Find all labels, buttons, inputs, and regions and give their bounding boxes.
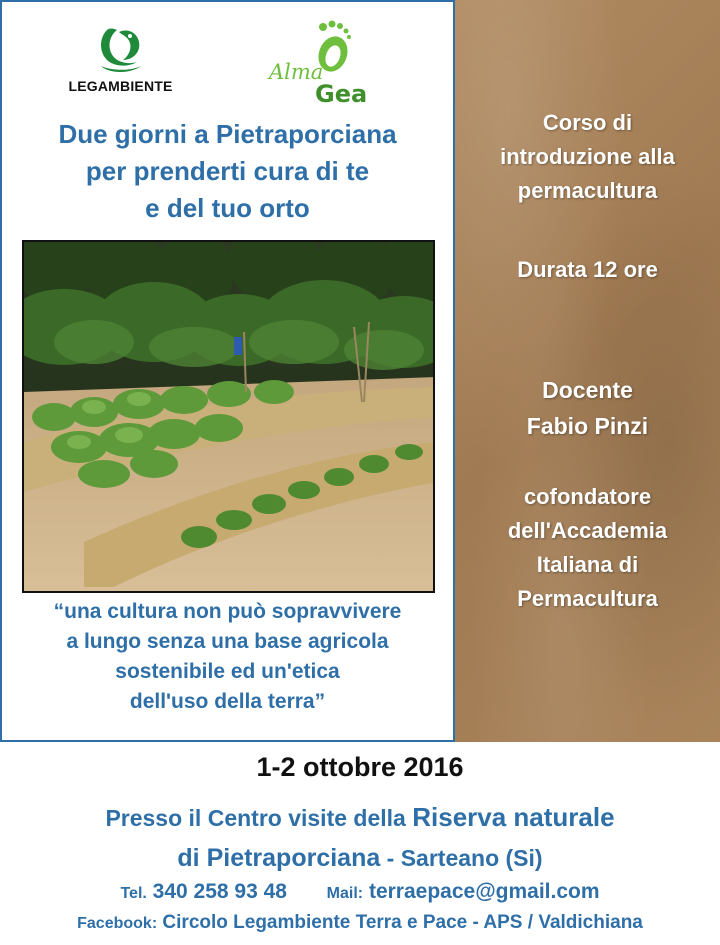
course-duration: Durata 12 ore (517, 257, 658, 282)
teacher-block (455, 372, 720, 444)
teacher-role-line: dell'Accademia (507, 518, 668, 543)
event-date: 1-2 ottobre 2016 (256, 752, 464, 782)
venue-suffix: - Sarteano (Si) (380, 845, 543, 871)
event-venue (0, 797, 720, 878)
course-title-line: Corso di (542, 110, 633, 135)
venue-place: di Pietraporciana (177, 844, 381, 872)
contact-line (0, 880, 720, 904)
tel-label: Tel. (120, 885, 147, 902)
tel-number[interactable]: 340 258 93 48 (152, 880, 287, 903)
teacher-label: Docente (542, 377, 633, 403)
swan-icon (93, 22, 145, 74)
quote-line: “una cultura non può sopravvivere (53, 600, 402, 623)
legambiente-logo (58, 22, 183, 102)
headline-line: e del tuo orto (145, 193, 310, 223)
almagea-gea-text: Gea (315, 80, 368, 108)
legambiente-wordmark: LEGAMBIENTE (68, 78, 173, 94)
garden-illustration (24, 242, 435, 593)
facebook-line (0, 912, 720, 934)
almagea-alma-text: Alma (269, 60, 324, 84)
headline-line: per prenderti cura di te (85, 156, 370, 186)
venue-line-1 (0, 797, 720, 838)
venue-prefix: Presso il Centro visite della (105, 805, 413, 831)
quote-line: a lungo senza una base agricola (66, 630, 389, 653)
venue-highlight: Riserva naturale (412, 802, 615, 832)
venue-line-2 (0, 838, 720, 878)
almagea-logo (265, 18, 380, 106)
mail-label: Mail: (326, 885, 364, 902)
facebook-page[interactable]: Circolo Legambiente Terra e Pace - APS / Valdichiana (162, 912, 643, 933)
teacher-role-line: Italiana di (536, 552, 639, 577)
garden-photo (22, 240, 435, 593)
teacher-role-line: Permacultura (517, 586, 658, 611)
facebook-label: Facebook: (77, 915, 158, 932)
mail-address[interactable]: terraepace@gmail.com (368, 880, 600, 903)
headline-line: Due giorni a Pietraporciana (58, 119, 397, 149)
course-title-line: introduzione alla (500, 144, 675, 169)
headline (10, 116, 445, 227)
quote-line: sostenibile ed un'etica (115, 660, 340, 683)
teacher-role (455, 480, 720, 616)
course-title (455, 106, 720, 208)
teacher-name: Fabio Pinzi (526, 413, 649, 439)
course-title-line: permacultura (517, 178, 658, 203)
teacher-role-line: cofondatore (523, 484, 652, 509)
quote-line: dell'uso della terra” (129, 690, 326, 713)
quote (10, 597, 445, 717)
